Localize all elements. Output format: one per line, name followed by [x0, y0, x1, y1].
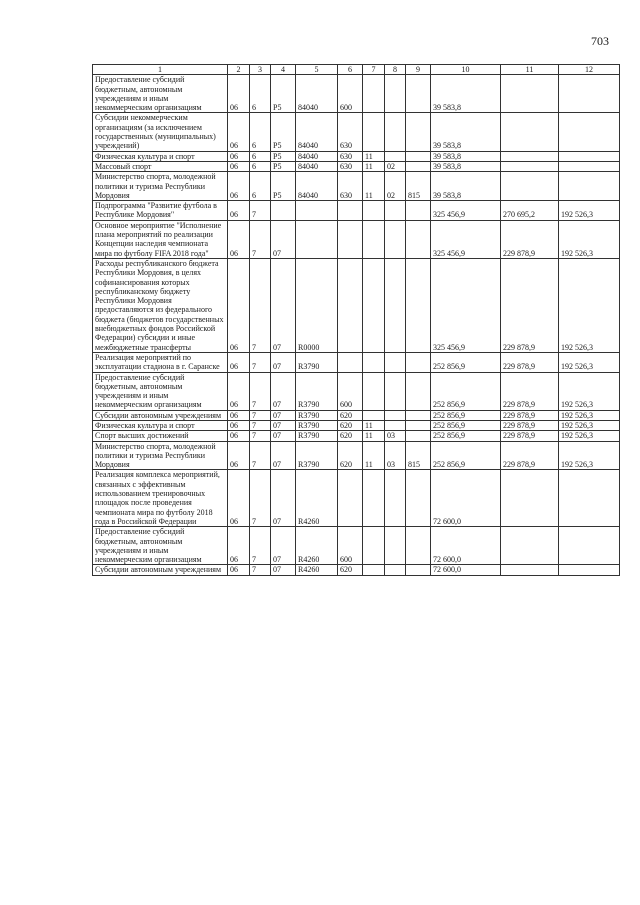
row-description: Реализация комплекса мероприятий, связанных с эффективным использованием тренировочных площадок после проведения чемпионата мира по футболу 2018 года в Российской Федерации: [93, 470, 228, 527]
cell-amount-12: 192 526,3: [559, 431, 620, 441]
cell-amount-10: 252 856,9: [431, 372, 501, 410]
cell-amount-10: 39 583,8: [431, 161, 501, 171]
cell-amount-11: 229 878,9: [501, 258, 559, 352]
cell-code-8: 02: [385, 172, 406, 201]
column-header: 8: [385, 65, 406, 75]
cell-code-9: [406, 420, 431, 430]
cell-code-6: 630: [338, 113, 363, 151]
cell-code-5: R3790: [296, 410, 338, 420]
column-header: 5: [296, 65, 338, 75]
table-row: [93, 431, 620, 441]
cell-code-7: [363, 470, 385, 527]
cell-code-4: 07: [271, 527, 296, 565]
column-header: 6: [338, 65, 363, 75]
cell-code-7: [363, 410, 385, 420]
cell-code-8: [385, 410, 406, 420]
column-header: 3: [250, 65, 271, 75]
column-header: 11: [501, 65, 559, 75]
cell-code-5: 84040: [296, 161, 338, 171]
cell-code-7: [363, 201, 385, 221]
cell-amount-12: [559, 161, 620, 171]
cell-code-3: 6: [250, 151, 271, 161]
cell-amount-10: 252 856,9: [431, 431, 501, 441]
cell-code-6: 630: [338, 172, 363, 201]
row-description: Реализация мероприятий по эксплуатации стадиона в г. Саранске: [93, 352, 228, 372]
cell-amount-11: [501, 151, 559, 161]
row-description: Подпрограмма "Развитие футбола в Республике Мордовия": [93, 201, 228, 221]
cell-code-7: 11: [363, 431, 385, 441]
cell-code-7: [363, 258, 385, 352]
cell-code-7: 11: [363, 151, 385, 161]
cell-amount-12: 192 526,3: [559, 220, 620, 258]
cell-code-7: [363, 113, 385, 151]
cell-code-6: 600: [338, 527, 363, 565]
cell-amount-11: 229 878,9: [501, 431, 559, 441]
cell-code-7: [363, 527, 385, 565]
cell-amount-10: 39 583,8: [431, 172, 501, 201]
cell-code-6: [338, 201, 363, 221]
cell-amount-12: 192 526,3: [559, 352, 620, 372]
cell-code-2: 06: [228, 431, 250, 441]
row-description: Предоставление субсидий бюджетным, автономным учреждениям и иным некоммерческим организациям: [93, 527, 228, 565]
cell-code-4: P5: [271, 161, 296, 171]
cell-code-6: [338, 258, 363, 352]
cell-code-3: 6: [250, 161, 271, 171]
row-description: Предоставление субсидий бюджетным, автономным учреждениям и иным некоммерческим организациям: [93, 372, 228, 410]
cell-amount-11: [501, 470, 559, 527]
table-row: [93, 352, 620, 372]
cell-code-6: 620: [338, 441, 363, 470]
cell-amount-12: 192 526,3: [559, 258, 620, 352]
cell-amount-10: 72 600,0: [431, 527, 501, 565]
cell-code-9: [406, 431, 431, 441]
cell-amount-11: [501, 75, 559, 113]
cell-amount-11: [501, 565, 559, 575]
row-description: Субсидии некоммерческим организациям (за исключением государственных (муниципальных) учреждений): [93, 113, 228, 151]
cell-code-5: R4260: [296, 470, 338, 527]
cell-code-3: 7: [250, 527, 271, 565]
cell-code-5: R3790: [296, 441, 338, 470]
cell-code-9: [406, 220, 431, 258]
cell-code-6: 620: [338, 410, 363, 420]
cell-amount-12: 192 526,3: [559, 201, 620, 221]
cell-code-2: 06: [228, 201, 250, 221]
cell-code-6: [338, 220, 363, 258]
row-description: Физическая культура и спорт: [93, 151, 228, 161]
page-number: 703: [591, 34, 609, 48]
budget-table: [92, 64, 620, 576]
cell-code-7: 11: [363, 161, 385, 171]
cell-code-8: [385, 352, 406, 372]
table-row: [93, 527, 620, 565]
cell-code-5: R3790: [296, 431, 338, 441]
cell-code-8: [385, 151, 406, 161]
cell-code-3: 7: [250, 441, 271, 470]
cell-code-6: 600: [338, 75, 363, 113]
column-header: 12: [559, 65, 620, 75]
table-row: [93, 75, 620, 113]
cell-code-4: 07: [271, 431, 296, 441]
cell-code-6: 620: [338, 565, 363, 575]
table-row: [93, 470, 620, 527]
cell-code-5: R3790: [296, 420, 338, 430]
table-body: [93, 75, 620, 575]
cell-code-4: 07: [271, 372, 296, 410]
cell-amount-11: 229 878,9: [501, 372, 559, 410]
cell-code-8: [385, 75, 406, 113]
cell-code-4: [271, 201, 296, 221]
cell-code-6: 620: [338, 420, 363, 430]
cell-code-3: 7: [250, 352, 271, 372]
cell-amount-10: 39 583,8: [431, 113, 501, 151]
cell-code-3: 6: [250, 75, 271, 113]
cell-code-3: 7: [250, 565, 271, 575]
column-header: 1: [93, 65, 228, 75]
cell-code-8: [385, 220, 406, 258]
row-description: Расходы республиканского бюджета Республики Мордовия, в целях софинансирования которых республиканскому бюджету Республики Мордовия предоставляются из федерального бюджета (бюджетов государственных внебюджетных фондов Российской Федерации) субсидии и иные межбюджетные трансферты: [93, 258, 228, 352]
table-row: [93, 151, 620, 161]
cell-code-8: 02: [385, 161, 406, 171]
cell-code-5: 84040: [296, 75, 338, 113]
cell-code-2: 06: [228, 470, 250, 527]
cell-code-6: 630: [338, 161, 363, 171]
table-row: [93, 172, 620, 201]
cell-code-9: [406, 372, 431, 410]
cell-code-3: 7: [250, 410, 271, 420]
cell-amount-10: 252 856,9: [431, 420, 501, 430]
cell-code-7: [363, 220, 385, 258]
cell-amount-12: 192 526,3: [559, 420, 620, 430]
table-row: [93, 220, 620, 258]
cell-code-4: 07: [271, 565, 296, 575]
cell-code-4: P5: [271, 113, 296, 151]
cell-code-5: R3790: [296, 372, 338, 410]
cell-amount-10: 72 600,0: [431, 470, 501, 527]
cell-code-3: 6: [250, 172, 271, 201]
cell-code-9: [406, 151, 431, 161]
row-description: Министерство спорта, молодежной политики и туризма Республики Мордовия: [93, 441, 228, 470]
cell-code-5: [296, 201, 338, 221]
cell-code-5: R0000: [296, 258, 338, 352]
cell-amount-10: 39 583,8: [431, 75, 501, 113]
cell-code-6: 620: [338, 431, 363, 441]
cell-code-9: [406, 410, 431, 420]
cell-code-8: [385, 372, 406, 410]
row-description: Субсидии автономным учреждениям: [93, 410, 228, 420]
cell-amount-10: 252 856,9: [431, 410, 501, 420]
cell-code-4: P5: [271, 172, 296, 201]
cell-code-3: 7: [250, 372, 271, 410]
cell-code-2: 06: [228, 441, 250, 470]
cell-code-5: R4260: [296, 565, 338, 575]
cell-code-7: [363, 352, 385, 372]
cell-code-9: [406, 161, 431, 171]
cell-code-9: [406, 565, 431, 575]
cell-code-8: [385, 201, 406, 221]
cell-code-2: 06: [228, 113, 250, 151]
cell-code-7: [363, 372, 385, 410]
cell-code-2: 06: [228, 172, 250, 201]
cell-code-4: 07: [271, 352, 296, 372]
cell-code-4: P5: [271, 75, 296, 113]
cell-code-3: 7: [250, 470, 271, 527]
row-description: Субсидии автономным учреждениям: [93, 565, 228, 575]
cell-code-8: [385, 258, 406, 352]
cell-code-4: 07: [271, 420, 296, 430]
cell-code-2: 06: [228, 220, 250, 258]
row-description: Физическая культура и спорт: [93, 420, 228, 430]
row-description: Спорт высших достижений: [93, 431, 228, 441]
cell-code-8: [385, 470, 406, 527]
cell-code-4: 07: [271, 220, 296, 258]
table-row: [93, 410, 620, 420]
cell-code-3: 7: [250, 220, 271, 258]
cell-code-5: R3790: [296, 352, 338, 372]
cell-code-9: [406, 201, 431, 221]
cell-code-6: [338, 470, 363, 527]
cell-amount-12: [559, 113, 620, 151]
column-header: 2: [228, 65, 250, 75]
column-header: 9: [406, 65, 431, 75]
cell-amount-11: [501, 172, 559, 201]
cell-code-2: 06: [228, 372, 250, 410]
cell-code-8: [385, 565, 406, 575]
cell-code-6: 600: [338, 372, 363, 410]
table-row: [93, 258, 620, 352]
cell-code-7: 11: [363, 172, 385, 201]
cell-amount-12: 192 526,3: [559, 410, 620, 420]
cell-code-3: 7: [250, 201, 271, 221]
cell-code-8: [385, 113, 406, 151]
cell-code-8: [385, 527, 406, 565]
table-row: [93, 420, 620, 430]
cell-code-3: 6: [250, 113, 271, 151]
cell-amount-11: 229 878,9: [501, 220, 559, 258]
row-description: Министерство спорта, молодежной политики и туризма Республики Мордовия: [93, 172, 228, 201]
cell-amount-10: 252 856,9: [431, 352, 501, 372]
cell-code-9: [406, 470, 431, 527]
cell-code-4: 07: [271, 470, 296, 527]
cell-code-5: 84040: [296, 172, 338, 201]
row-description: Предоставление субсидий бюджетным, автономным учреждениям и иным некоммерческим организациям: [93, 75, 228, 113]
cell-code-9: 815: [406, 172, 431, 201]
row-description: Массовый спорт: [93, 161, 228, 171]
cell-code-5: R4260: [296, 527, 338, 565]
cell-amount-10: 325 456,9: [431, 220, 501, 258]
cell-code-4: 07: [271, 441, 296, 470]
cell-code-2: 06: [228, 420, 250, 430]
cell-amount-11: [501, 527, 559, 565]
table-row: [93, 201, 620, 221]
cell-amount-12: [559, 527, 620, 565]
table-row: [93, 161, 620, 171]
cell-code-6: 630: [338, 151, 363, 161]
cell-code-7: [363, 565, 385, 575]
table-row: [93, 565, 620, 575]
cell-code-5: [296, 220, 338, 258]
cell-amount-11: 229 878,9: [501, 420, 559, 430]
cell-code-2: 06: [228, 75, 250, 113]
cell-code-8: 03: [385, 441, 406, 470]
cell-code-5: 84040: [296, 113, 338, 151]
cell-amount-10: 325 456,9: [431, 201, 501, 221]
cell-amount-11: 229 878,9: [501, 410, 559, 420]
cell-code-4: 07: [271, 410, 296, 420]
cell-amount-12: 192 526,3: [559, 441, 620, 470]
cell-amount-10: 72 600,0: [431, 565, 501, 575]
cell-amount-10: 325 456,9: [431, 258, 501, 352]
cell-amount-12: [559, 470, 620, 527]
cell-code-4: P5: [271, 151, 296, 161]
cell-code-2: 06: [228, 161, 250, 171]
row-description: Основное мероприятие "Исполнение плана мероприятий по реализации Концепции наследия чемпионата мира по футболу FIFA 2018 года": [93, 220, 228, 258]
cell-amount-10: 252 856,9: [431, 441, 501, 470]
cell-code-9: 815: [406, 441, 431, 470]
cell-amount-11: 229 878,9: [501, 352, 559, 372]
cell-code-9: [406, 527, 431, 565]
table-row: [93, 113, 620, 151]
cell-code-7: 11: [363, 420, 385, 430]
cell-code-3: 7: [250, 431, 271, 441]
cell-code-2: 06: [228, 527, 250, 565]
cell-amount-11: 270 695,2: [501, 201, 559, 221]
cell-code-7: [363, 75, 385, 113]
cell-code-8: 03: [385, 431, 406, 441]
cell-amount-12: [559, 565, 620, 575]
cell-code-2: 06: [228, 352, 250, 372]
cell-amount-12: 192 526,3: [559, 372, 620, 410]
cell-amount-12: [559, 172, 620, 201]
cell-code-3: 7: [250, 420, 271, 430]
cell-code-6: [338, 352, 363, 372]
cell-amount-11: [501, 161, 559, 171]
column-header: 4: [271, 65, 296, 75]
cell-code-8: [385, 420, 406, 430]
cell-amount-11: [501, 113, 559, 151]
cell-amount-12: [559, 75, 620, 113]
cell-code-2: 06: [228, 410, 250, 420]
cell-amount-10: 39 583,8: [431, 151, 501, 161]
table-header-row: [93, 65, 620, 75]
cell-code-2: 06: [228, 151, 250, 161]
cell-amount-12: [559, 151, 620, 161]
cell-code-9: [406, 258, 431, 352]
cell-code-9: [406, 352, 431, 372]
table-row: [93, 372, 620, 410]
cell-code-7: 11: [363, 441, 385, 470]
column-header: 10: [431, 65, 501, 75]
cell-code-4: 07: [271, 258, 296, 352]
table-row: [93, 441, 620, 470]
column-header: 7: [363, 65, 385, 75]
cell-code-2: 06: [228, 258, 250, 352]
cell-code-2: 06: [228, 565, 250, 575]
cell-amount-11: 229 878,9: [501, 441, 559, 470]
cell-code-5: 84040: [296, 151, 338, 161]
cell-code-3: 7: [250, 258, 271, 352]
cell-code-9: [406, 113, 431, 151]
cell-code-9: [406, 75, 431, 113]
